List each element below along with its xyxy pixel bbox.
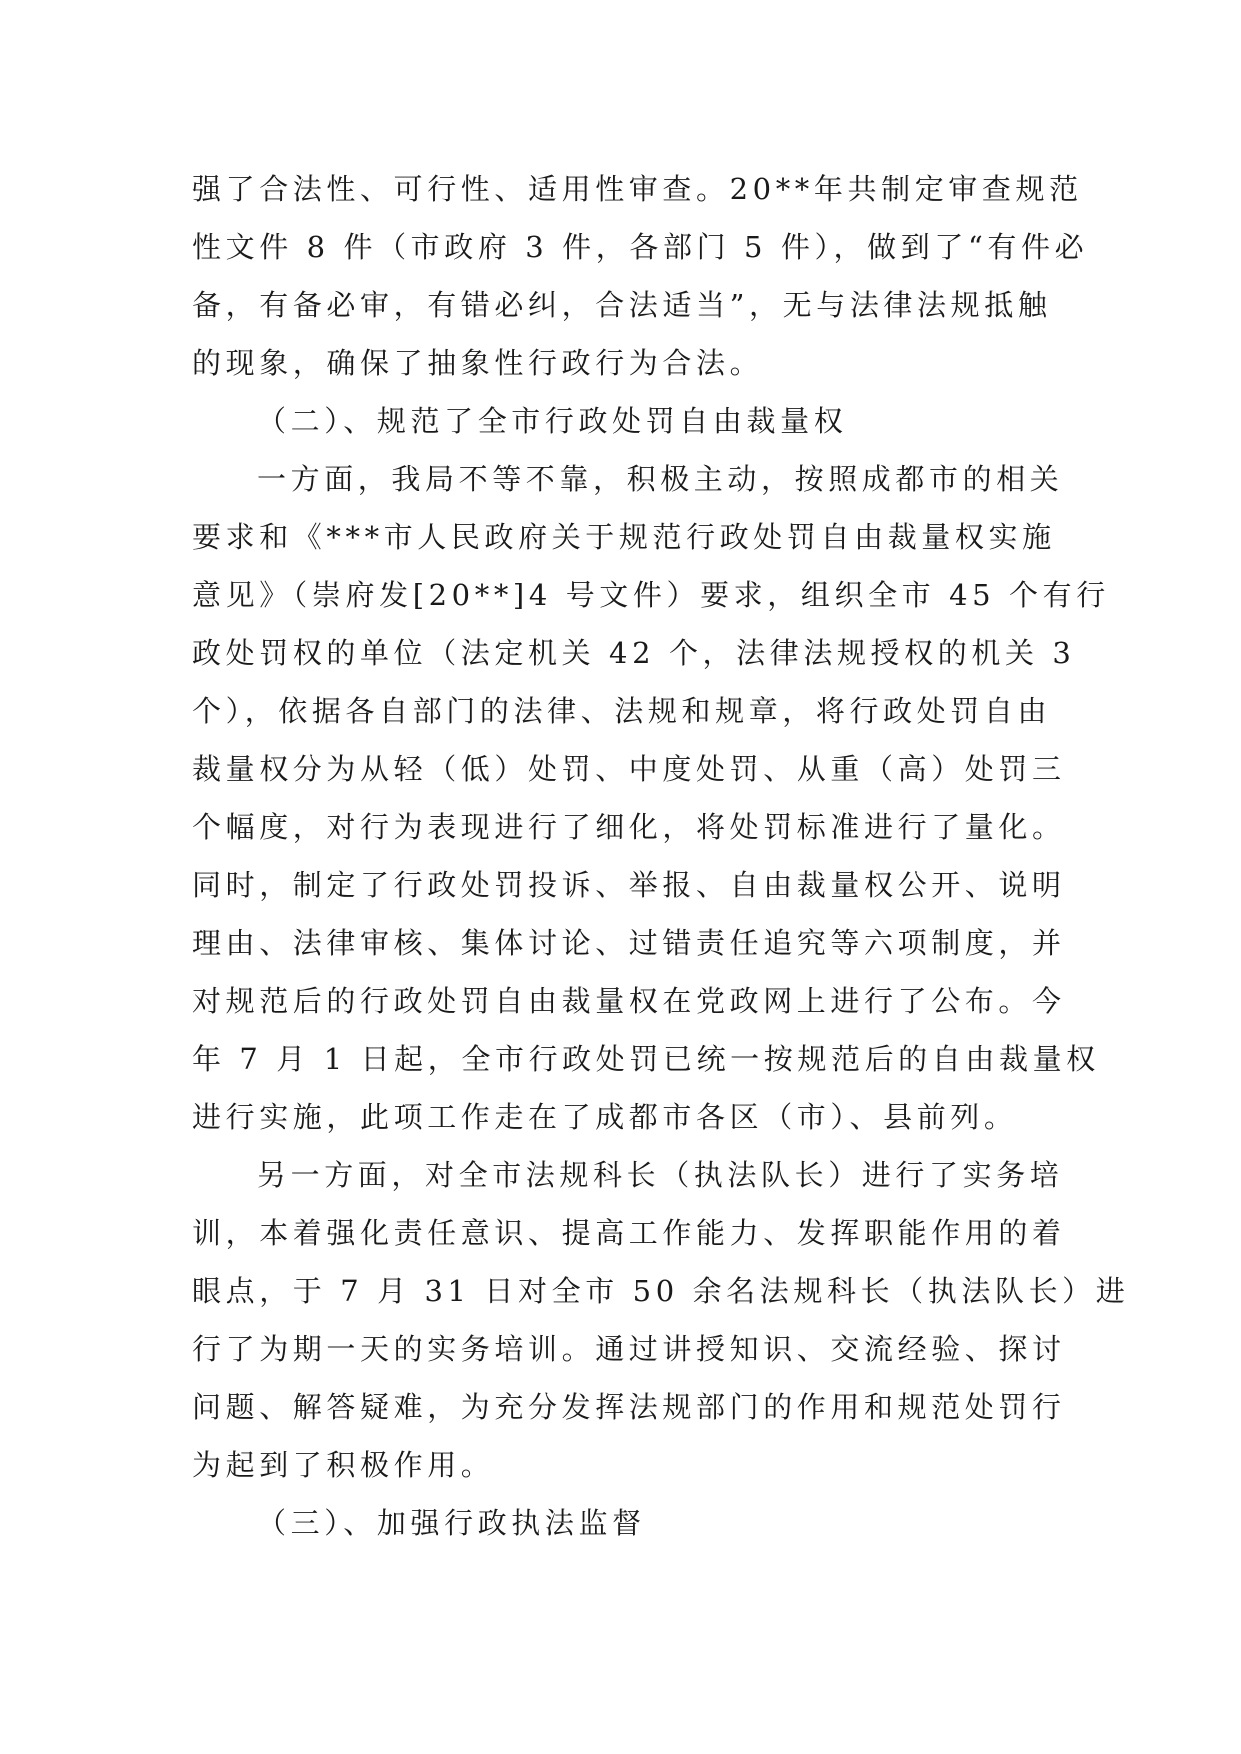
section-heading: （三）、加强行政执法监督 <box>257 1506 646 1540</box>
paragraph-line: 政处罚权的单位（法定机关 42 个，法律法规授权的机关 3 <box>192 636 1076 670</box>
paragraph-line: 要求和《***市人民政府关于规范行政处罚自由裁量权实施 <box>192 520 1056 554</box>
paragraph-line: 问题、解答疑难，为充分发挥法规部门的作用和规范处罚行 <box>192 1390 1066 1424</box>
paragraph-line: 的现象，确保了抽象性行政行为合法。 <box>192 346 764 380</box>
paragraph-line: 个），依据各自部门的法律、法规和规章，将行政处罚自由 <box>192 694 1052 728</box>
document-body <box>192 160 1130 1552</box>
paragraph-line: 强了合法性、可行性、适用性审查。20**年共制定审查规范 <box>192 172 1083 206</box>
paragraph-line: 另一方面，对全市法规科长（执法队长）进行了实务培 <box>257 1158 1064 1192</box>
paragraph-line: 裁量权分为从轻（低）处罚、中度处罚、从重（高）处罚三 <box>192 752 1066 786</box>
paragraph-line: 意见》（崇府发[20**]4 号文件）要求，组织全市 45 个有行 <box>192 578 1110 612</box>
paragraph-line: 备，有备必审，有错必纠，合法适当”，无与法律法规抵触 <box>192 288 1052 322</box>
paragraph-line: 个幅度，对行为表现进行了细化，将处罚标准进行了量化。 <box>192 810 1066 844</box>
paragraph-line: 行了为期一天的实务培训。通过讲授知识、交流经验、探讨 <box>192 1332 1066 1366</box>
paragraph-line: 对规范后的行政处罚自由裁量权在党政网上进行了公布。今 <box>192 984 1066 1018</box>
paragraph-line: 进行实施，此项工作走在了成都市各区（市）、县前列。 <box>192 1100 1018 1134</box>
paragraph-line: 训，本着强化责任意识、提高工作能力、发挥职能作用的着 <box>192 1216 1066 1250</box>
paragraph-line: 同时，制定了行政处罚投诉、举报、自由裁量权公开、说明 <box>192 868 1066 902</box>
paragraph-line: 年 7 月 1 日起，全市行政处罚已统一按规范后的自由裁量权 <box>192 1042 1100 1076</box>
paragraph-line: 一方面，我局不等不靠，积极主动，按照成都市的相关 <box>257 462 1064 496</box>
paragraph-line: 为起到了积极作用。 <box>192 1448 495 1482</box>
section-heading: （二）、规范了全市行政处罚自由裁量权 <box>257 404 848 438</box>
paragraph-line: 理由、法律审核、集体讨论、过错责任追究等六项制度，并 <box>192 926 1066 960</box>
paragraph-line: 眼点，于 7 月 31 日对全市 50 余名法规科长（执法队长）进 <box>192 1274 1130 1308</box>
paragraph-line: 性文件 8 件（市政府 3 件，各部门 5 件），做到了“有件必 <box>192 230 1089 264</box>
